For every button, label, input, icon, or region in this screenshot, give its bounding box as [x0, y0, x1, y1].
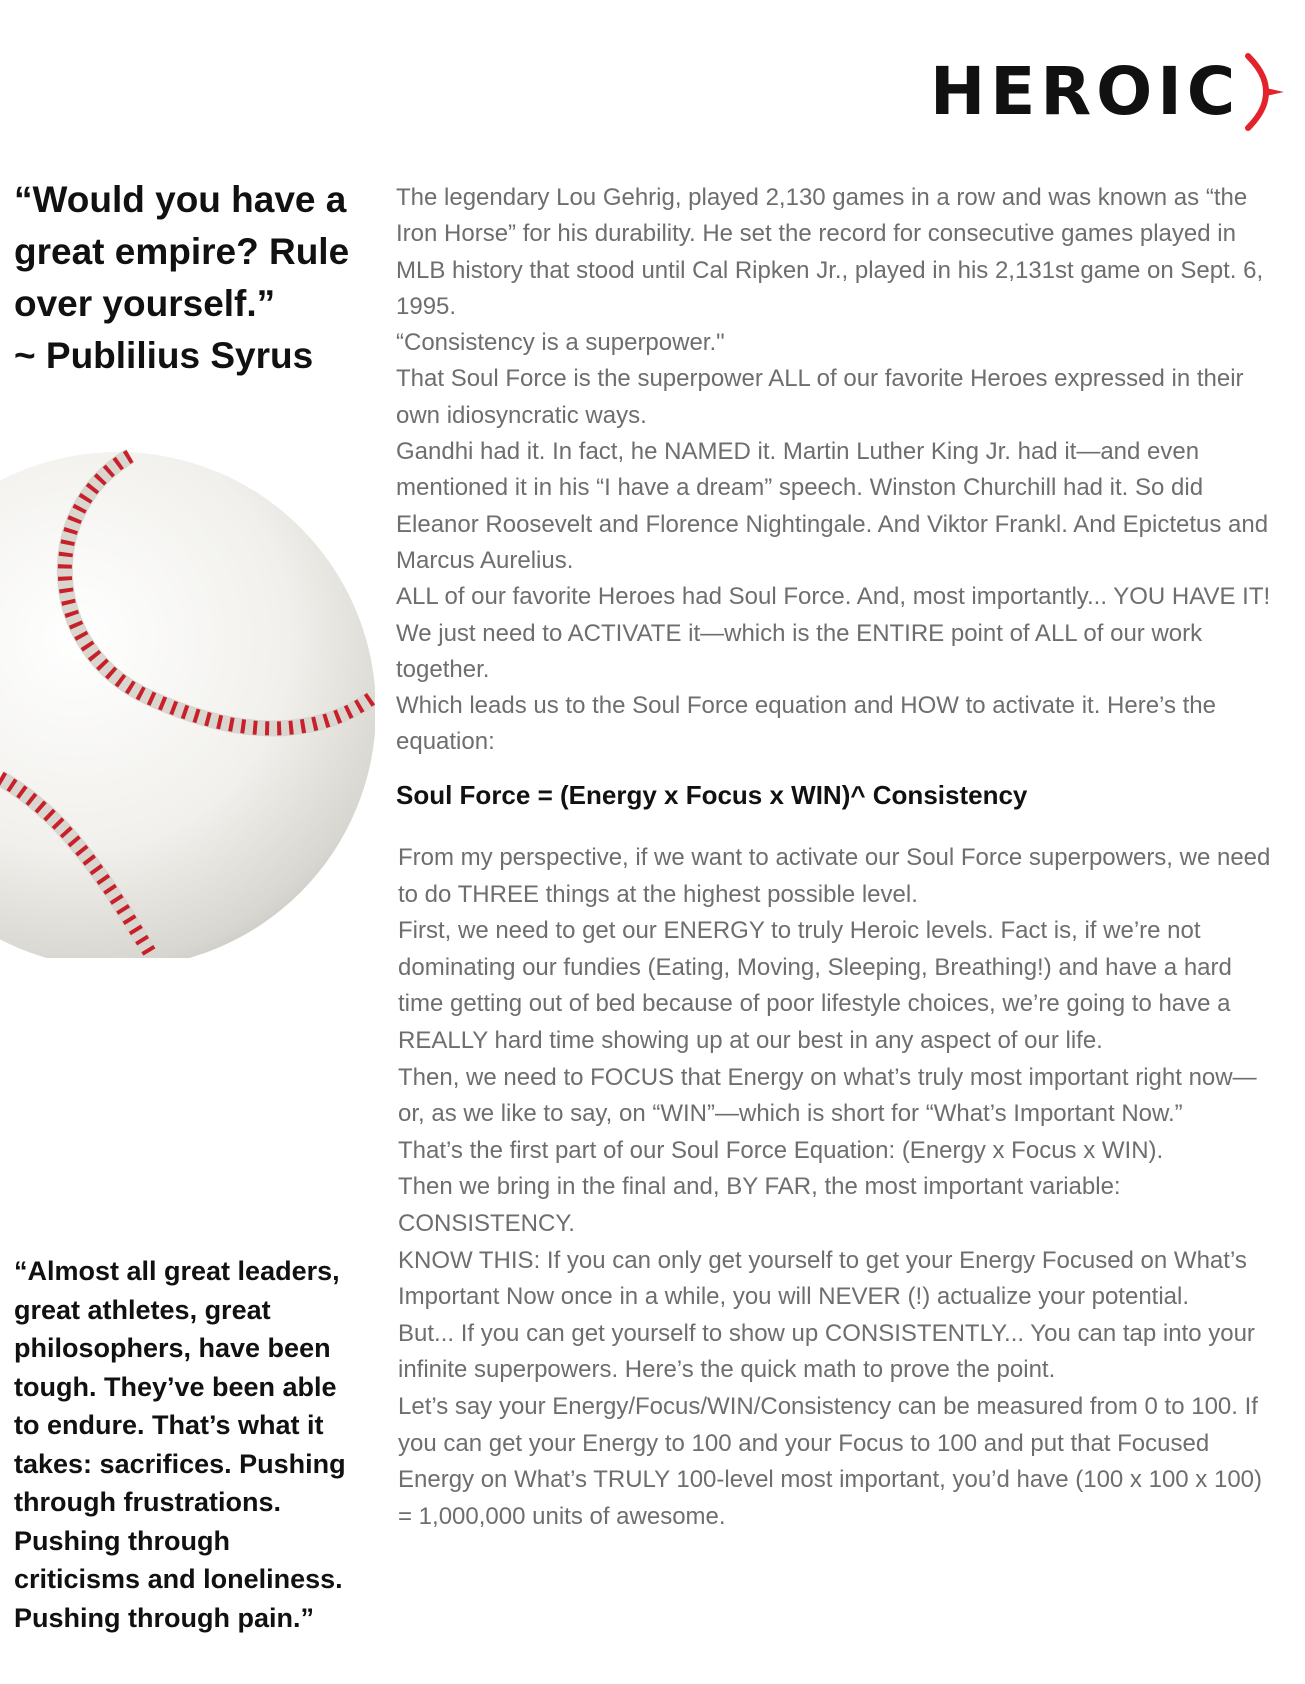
- paragraph: That Soul Force is the superpower ALL of our favorite Heroes expressed in their own idiosyncratic ways.: [396, 365, 1244, 429]
- detail-text: [398, 840, 1278, 1535]
- logo-arrow-icon: [1242, 52, 1286, 132]
- paragraph: From my perspective, if we want to activate our Soul Force superpowers, we need to do THREE things at the highest possible level.: [398, 844, 1271, 908]
- baseball-image: [0, 448, 375, 958]
- paragraph: Gandhi had it. In fact, he NAMED it. Martin Luther King Jr. had it—and even mentioned it in his “I have a dream” speech. Winston Churchill had it. So did Eleanor Roosevelt and Florence Nightingale. And Viktor Frankl. And Epictetus and Marcus Aurelius.: [396, 438, 1269, 574]
- quote-author: ~ Publilius Syrus: [14, 335, 314, 376]
- paragraph: That’s the first part of our Soul Force Equation: (Energy x Focus x WIN).: [398, 1136, 1164, 1164]
- intro-text: [396, 180, 1276, 761]
- paragraph: “Consistency is a superpower.": [396, 329, 725, 357]
- paragraph: Then we bring in the final and, BY FAR, the most important variable: CONSISTENCY.: [398, 1173, 1121, 1237]
- quote-line: over yourself.”: [14, 283, 276, 324]
- paragraph: KNOW THIS: If you can only get yourself to get your Energy Focused on What’s Important Now once in a while, you will NEVER (!) actualize your potential.: [398, 1246, 1247, 1311]
- paragraph: Let’s say your Energy/Focus/WIN/Consistency can be measured from 0 to 100. If you can get your Energy to 100 and your Focus to 100 and put that Focused Energy on What’s TRULY 100-level most important, you’d have (100 x 100 x 100) = 1,000,000 units of awesome.: [398, 1392, 1263, 1530]
- paragraph: Then, we need to FOCUS that Energy on what’s truly most important right now—or, as we like to say, on “WIN”—which is short for “What’s Important Now.”: [398, 1063, 1257, 1128]
- paragraph: But... If you can get yourself to show up CONSISTENTLY... You can tap into your infinite superpowers. Here’s the quick math to prove the point.: [398, 1319, 1255, 1384]
- sidebar-quote-syrus: [14, 174, 374, 382]
- sidebar-quote-leaders: “Almost all great leaders, great athletes, great philosophers, have been tough. They’ve been able to endure. That’s what it takes: sacrifices. Pushing through frustrations. Pushing through criticisms and loneliness. Pushing through pain.”: [14, 1256, 346, 1633]
- paragraph: Which leads us to the Soul Force equation and HOW to activate it. Here’s the equation:: [396, 692, 1216, 756]
- heroic-logo: [930, 52, 1286, 132]
- paragraph: The legendary Lou Gehrig, played 2,130 games in a row and was known as “the Iron Horse” for his durability. He set the record for consecutive games played in MLB history that stood until Cal Ripken Jr., played in his 2,131st game on Sept. 6, 1995.: [396, 184, 1264, 320]
- quote-line: “Would you have a: [14, 179, 347, 220]
- logo-text: HEROIC: [930, 53, 1241, 130]
- soul-force-equation: Soul Force = (Energy x Focus x WIN)^ Consistency: [396, 780, 1028, 810]
- quote-line: great empire? Rule: [14, 231, 350, 272]
- paragraph: ALL of our favorite Heroes had Soul Force. And, most importantly... YOU HAVE IT! We just need to ACTIVATE it—which is the ENTIRE point of ALL of our work together.: [396, 583, 1271, 683]
- paragraph: First, we need to get our ENERGY to truly Heroic levels. Fact is, if we’re not dominating our fundies (Eating, Moving, Sleeping, Breathing!) and have a hard time getting out of bed because of poor lifestyle choices, we’re going to have a REALLY hard time showing up at our best in any aspect of our life.: [398, 917, 1232, 1054]
